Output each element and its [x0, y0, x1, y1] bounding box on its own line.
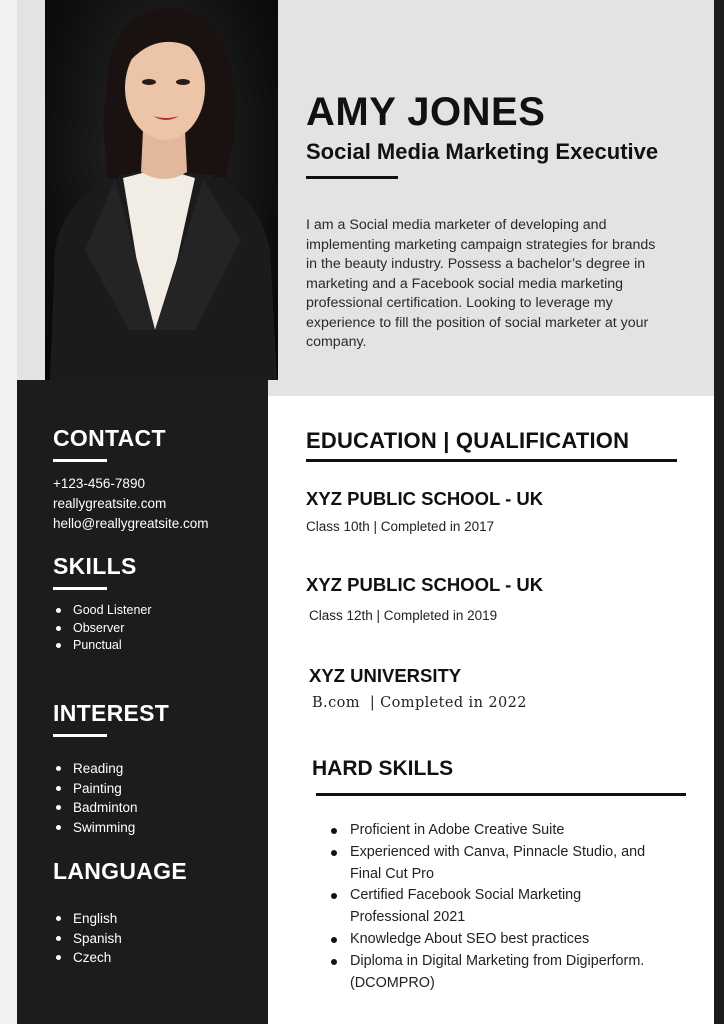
- skills-list: [54, 602, 152, 655]
- portrait-illustration: [45, 0, 278, 380]
- contact-email[interactable]: hello@reallygreatsite.com: [53, 516, 209, 531]
- right-edge-bar: [714, 0, 724, 1024]
- contact-underline: [53, 459, 107, 462]
- profile-photo: [45, 0, 278, 380]
- list-item: Punctual: [54, 637, 152, 655]
- education-detail: Class 12th | Completed in 2019: [309, 608, 498, 623]
- education-underline: [306, 459, 677, 462]
- candidate-name: AMY JONES: [306, 90, 546, 134]
- profile-summary: I am a Social media marketer of developing and implementing marketing campaign strategies for brands in the beauty industry. Possess a bachelor’s degree in marketing and a Facebook social media marketing professional certification. Looking to leverage my experience to fill the position of social marketer at your company.: [306, 217, 656, 350]
- list-item: Certified Facebook Social Marketing Professional 2021: [330, 885, 660, 929]
- contact-website[interactable]: reallygreatsite.com: [53, 496, 167, 511]
- hard-skills-heading: HARD SKILLS: [312, 757, 454, 780]
- list-item: Spanish: [54, 929, 122, 949]
- education-school: XYZ PUBLIC SCHOOL - UK: [306, 488, 544, 509]
- list-item: Good Listener: [54, 602, 152, 620]
- list-item: Swimming: [54, 818, 138, 838]
- contact-phone[interactable]: +123-456-7890: [53, 476, 145, 491]
- language-list: [54, 909, 122, 968]
- interest-list: [54, 759, 138, 837]
- education-detail: B.com | Completed in 2022: [312, 695, 527, 711]
- education-school: XYZ UNIVERSITY: [309, 665, 462, 686]
- hard-skills-list: [330, 820, 660, 994]
- list-item: English: [54, 909, 122, 929]
- list-item: Badminton: [54, 798, 138, 818]
- education-heading: EDUCATION | QUALIFICATION: [306, 428, 630, 453]
- job-title: Social Media Marketing Executive: [306, 139, 659, 164]
- list-item: Czech: [54, 948, 122, 968]
- interest-heading: INTEREST: [53, 700, 170, 726]
- language-heading: LANGUAGE: [53, 858, 188, 884]
- list-item: Reading: [54, 759, 138, 779]
- interest-underline: [53, 734, 107, 737]
- education-school: XYZ PUBLIC SCHOOL - UK: [306, 574, 544, 595]
- list-item: Experienced with Canva, Pinnacle Studio, and Final Cut Pro: [330, 842, 660, 886]
- contact-heading: CONTACT: [53, 425, 166, 451]
- list-item: Painting: [54, 779, 138, 799]
- list-item: Diploma in Digital Marketing from Digiperform. (DCOMPRO): [330, 951, 660, 995]
- list-item: Observer: [54, 620, 152, 638]
- title-underline: [306, 176, 398, 179]
- left-margin: [0, 0, 17, 1024]
- hard-skills-underline: [316, 793, 686, 796]
- list-item: Knowledge About SEO best practices: [330, 929, 660, 951]
- list-item: Proficient in Adobe Creative Suite: [330, 820, 660, 842]
- skills-heading: SKILLS: [53, 553, 137, 579]
- education-detail: Class 10th | Completed in 2017: [306, 519, 495, 534]
- skills-underline: [53, 587, 107, 590]
